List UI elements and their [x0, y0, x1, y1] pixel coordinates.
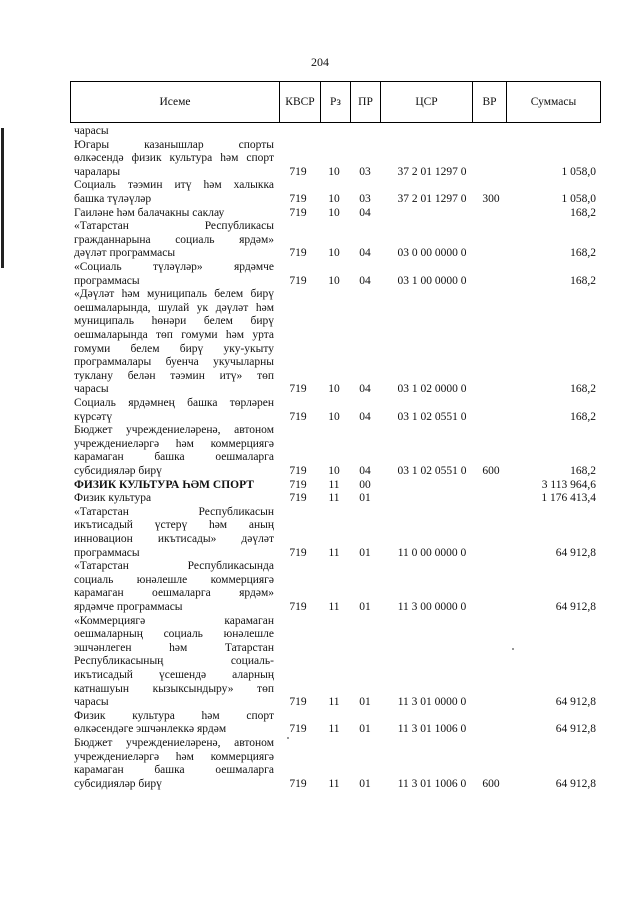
row-name-line: социаль юнәлешле коммерциягә — [74, 573, 274, 586]
cell-kvsr: 719 — [289, 600, 307, 613]
cell-kvsr: 719 — [289, 410, 307, 423]
row-name-line: чарасы — [74, 383, 109, 396]
row-name-line: карамаган башка оешмаларга — [74, 451, 274, 464]
cell-rz: 10 — [328, 410, 340, 423]
cell-kvsr: 719 — [289, 274, 307, 287]
cell-sum: 1 058,0 — [561, 192, 596, 205]
cell-kvsr: 719 — [289, 723, 307, 736]
cell-rz: 10 — [328, 192, 340, 205]
row-name-line: «Дәүләт һәм муниципаль белем бирү — [74, 288, 274, 301]
row-name-line: күрсәтү — [74, 410, 113, 423]
cell-csr: 11 3 00 0000 0 — [397, 600, 467, 613]
cell-csr: 03 1 02 0551 0 — [397, 410, 467, 423]
row-name-line: инновацион икътисады» дәүләт — [74, 532, 274, 545]
row-name-line: карамаган башка оешмаларга — [74, 764, 274, 777]
cell-sum: 1 176 413,4 — [541, 492, 596, 505]
cell-kvsr: 719 — [289, 247, 307, 260]
row-name-line: гомуми белем бирү уку-укыту — [74, 342, 274, 355]
cell-csr: 03 0 00 0000 0 — [397, 247, 467, 260]
row-name-line: ярдәмче программасы — [74, 600, 183, 613]
cell-kvsr: 719 — [289, 546, 307, 559]
row-name-line: Социаль тәэмин итү һәм халыкка — [74, 179, 274, 192]
row-name — [74, 560, 274, 614]
header-vr: ВР — [472, 82, 506, 122]
cell-kvsr: 719 — [289, 192, 307, 205]
row-name — [74, 479, 274, 493]
header-rz: Рз — [320, 82, 350, 122]
row-name-line: программасы — [74, 546, 140, 559]
cell-sum: 3 113 964,6 — [541, 478, 596, 491]
cell-kvsr: 719 — [289, 777, 307, 790]
row-name-line: башка түләүләр — [74, 192, 152, 205]
cell-sum: 168,2 — [570, 206, 596, 219]
header-name: Исеме — [159, 96, 191, 108]
cell-csr: 37 2 01 1297 0 — [397, 165, 467, 178]
cell-pr: 04 — [359, 410, 371, 423]
cell-kvsr: 719 — [289, 206, 307, 219]
cell-pr: 03 — [359, 192, 371, 205]
row-name — [74, 737, 274, 791]
cell-rz: 10 — [328, 464, 340, 477]
cell-pr: 04 — [359, 383, 371, 396]
row-name-line: өлкәсендәге эшчәнлеккә ярдәм — [74, 723, 227, 736]
cell-csr: 11 0 00 0000 0 — [397, 546, 467, 559]
row-name-line: Бюджет учреждениеләренә, автоном — [74, 737, 274, 749]
row-name-line: чарасы — [74, 696, 109, 709]
cell-pr: 04 — [359, 274, 371, 287]
row-name-line: программалары буенча укучыларны — [74, 356, 274, 369]
cell-sum: 168,2 — [570, 464, 596, 477]
cell-pr: 03 — [359, 165, 371, 178]
row-name-line: «Социаль түләүләр» ярдәмче — [74, 261, 274, 273]
cell-rz: 10 — [328, 247, 340, 260]
row-name — [74, 288, 274, 397]
cell-kvsr: 719 — [289, 478, 307, 491]
scan-speck — [287, 737, 289, 739]
row-name-line: субсидияләр бирү — [74, 464, 162, 477]
row-name-line: Социаль ярдәмнең башка төрләрен — [74, 397, 274, 409]
row-name-line: өлкәсендә физик культура һәм спорт — [74, 152, 274, 165]
cell-vr: 300 — [482, 192, 500, 205]
row-name — [74, 492, 274, 506]
row-name-line: «Татарстан Республикасында — [74, 560, 274, 573]
header-sum: Суммасы — [506, 82, 600, 122]
row-name-line: программасы — [74, 274, 140, 287]
row-name-line: Бюджет учреждениеләренә, автоном — [74, 424, 274, 437]
row-name-line: Физик культура һәм спорт — [74, 709, 274, 722]
page-number: 204 — [311, 55, 329, 69]
cell-csr: 03 1 02 0551 0 — [397, 464, 467, 477]
cell-csr: 03 1 00 0000 0 — [397, 274, 467, 287]
row-name-line: карамаган оешмаларга ярдәм» — [74, 587, 274, 600]
row-name-line: оешмаларында, шулай ук дәүләт һәм — [74, 301, 274, 314]
cell-sum: 64 912,8 — [555, 546, 596, 559]
cell-rz: 11 — [328, 723, 340, 736]
cell-pr: 01 — [359, 696, 371, 709]
row-name-line: учреждениеләргә һәм коммерциягә — [74, 750, 274, 763]
header-csr: ЦСР — [380, 82, 472, 122]
row-name-line: Республикасының социаль- — [74, 655, 274, 668]
row-name — [74, 424, 274, 478]
row-name-line: «Татарстан Республикасы — [74, 220, 274, 233]
row-name-line: учреждениеләргә һәм коммерциягә — [74, 437, 274, 450]
cell-sum: 64 912,8 — [555, 723, 596, 736]
cell-pr: 00 — [359, 478, 371, 491]
row-name-line: оешмаларның социаль юнәлешле — [74, 628, 274, 641]
row-name-line: гражданнарына социаль ярдәм» — [74, 233, 274, 246]
row-name — [74, 139, 274, 180]
row-name — [74, 220, 274, 261]
row-name-line: чаралары — [74, 165, 121, 178]
row-name-line: Физик культура — [74, 492, 152, 505]
row-name-line: эшчәнлеген һәм Татарстан — [74, 641, 274, 654]
scan-speck — [512, 648, 514, 650]
cell-pr: 04 — [359, 464, 371, 477]
row-name — [74, 710, 274, 737]
cell-rz: 11 — [328, 696, 340, 709]
row-name — [74, 207, 274, 221]
cell-rz: 11 — [328, 492, 340, 505]
cell-pr: 04 — [359, 206, 371, 219]
table-header — [70, 81, 601, 123]
header-kvsr: КВСР — [279, 82, 320, 122]
cell-sum: 64 912,8 — [555, 600, 596, 613]
cell-rz: 10 — [328, 206, 340, 219]
row-name-line: «Коммерциягә карамаган — [74, 614, 274, 627]
row-name-line: дәүләт программасы — [74, 247, 176, 260]
row-name-line: икътисадый үстерү һәм аның — [74, 519, 274, 532]
cell-pr: 01 — [359, 600, 371, 613]
cell-sum: 64 912,8 — [555, 696, 596, 709]
cell-rz: 10 — [328, 165, 340, 178]
row-name-line: икътисадый үсешендә аларның — [74, 668, 274, 681]
row-name — [74, 397, 274, 424]
row-name-line: муниципаль һөнәри белем бирү — [74, 315, 274, 328]
cell-rz: 11 — [328, 546, 340, 559]
row-name-line: чарасы — [74, 125, 109, 137]
row-name-line: катнашуын кызыксындыру» төп — [74, 682, 274, 695]
cell-csr: 37 2 01 1297 0 — [397, 192, 467, 205]
cell-rz: 11 — [328, 600, 340, 613]
cell-pr: 01 — [359, 723, 371, 736]
row-name-line: туклану белән тәэмин итү» төп — [74, 369, 274, 382]
cell-sum: 168,2 — [570, 247, 596, 260]
cell-pr: 04 — [359, 247, 371, 260]
cell-kvsr: 719 — [289, 464, 307, 477]
row-name-line: «Татарстан Республикасын — [74, 505, 274, 518]
cell-rz: 11 — [328, 777, 340, 790]
cell-rz: 11 — [328, 478, 340, 491]
cell-csr: 11 3 01 1006 0 — [397, 723, 467, 736]
row-name-line: Гаиләне һәм балачакны саклау — [74, 206, 225, 219]
cell-vr: 600 — [482, 777, 500, 790]
cell-sum: 168,2 — [570, 383, 596, 396]
row-name-line: ФИЗИК КУЛЬТУРА ҺӘМ СПОРТ — [74, 478, 254, 491]
row-name — [74, 506, 274, 560]
cell-rz: 10 — [328, 383, 340, 396]
row-name — [74, 261, 274, 288]
cell-csr: 11 3 01 0000 0 — [397, 696, 467, 709]
scan-margin-mark — [1, 128, 4, 268]
row-name-line: Югары казанышлар спорты — [74, 138, 274, 151]
cell-kvsr: 719 — [289, 492, 307, 505]
cell-csr: 03 1 02 0000 0 — [397, 383, 467, 396]
cell-kvsr: 719 — [289, 383, 307, 396]
row-name — [74, 179, 274, 206]
cell-vr: 600 — [482, 464, 500, 477]
cell-kvsr: 719 — [289, 165, 307, 178]
cell-sum: 168,2 — [570, 410, 596, 423]
cell-sum: 1 058,0 — [561, 165, 596, 178]
cell-rz: 10 — [328, 274, 340, 287]
cell-sum: 168,2 — [570, 274, 596, 287]
cell-kvsr: 719 — [289, 696, 307, 709]
header-pr: ПР — [350, 82, 380, 122]
row-name — [74, 125, 274, 139]
cell-pr: 01 — [359, 492, 371, 505]
row-name — [74, 615, 274, 710]
row-name-line: субсидияләр бирү — [74, 777, 162, 790]
cell-pr: 01 — [359, 777, 371, 790]
row-name-line: оешмаларында төп гомуми һәм урта — [74, 328, 274, 341]
cell-pr: 01 — [359, 546, 371, 559]
cell-sum: 64 912,8 — [555, 777, 596, 790]
cell-csr: 11 3 01 1006 0 — [397, 777, 467, 790]
